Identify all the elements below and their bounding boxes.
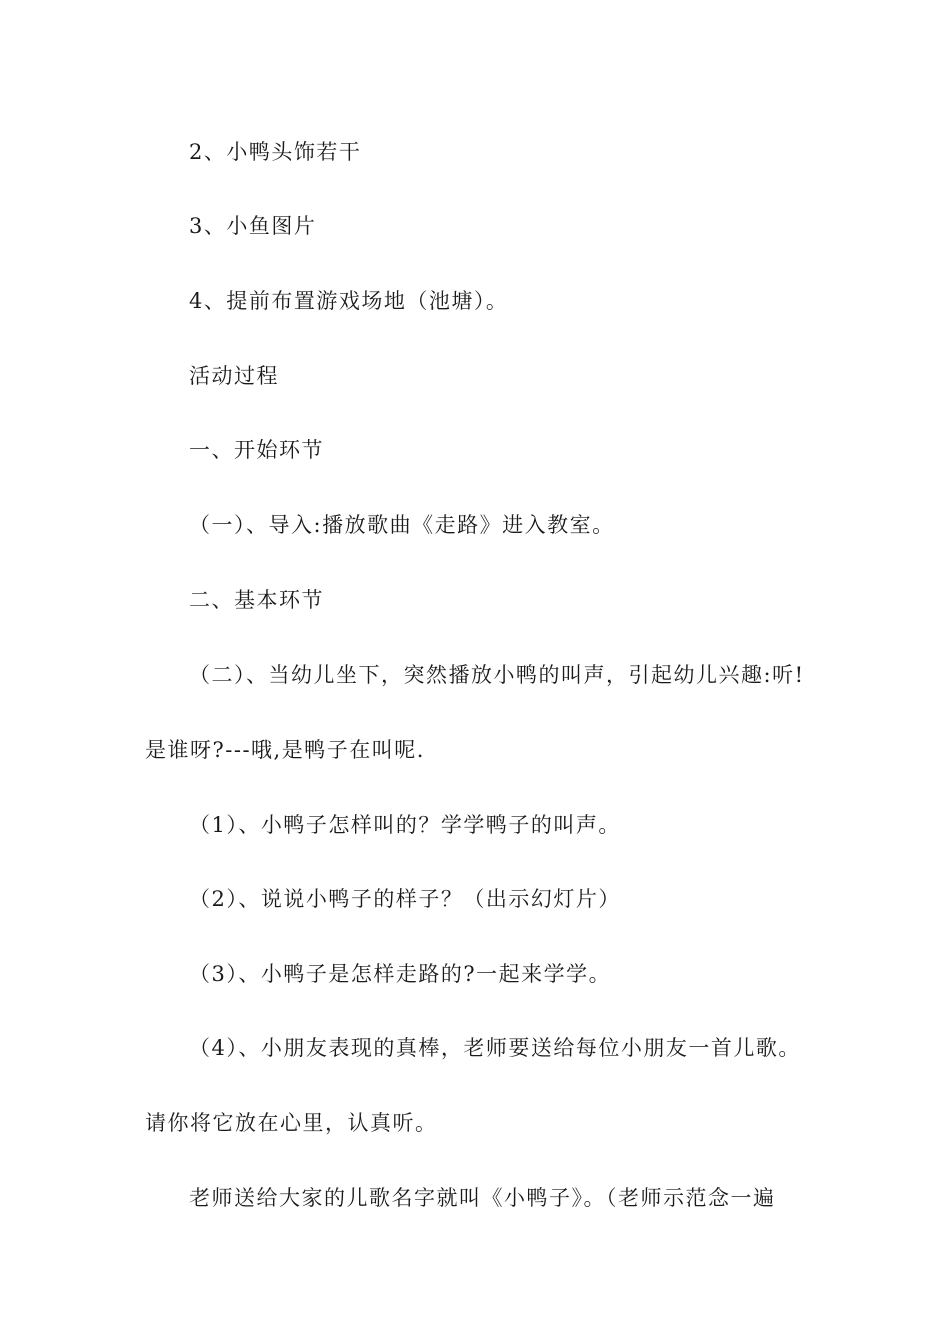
step-3: （3）、小鸭子是怎样走路的?一起来学学。 bbox=[189, 962, 612, 986]
section-heading-process: 活动过程 bbox=[189, 364, 279, 388]
step-4-cont: 请你将它放在心里，认真听。 bbox=[145, 1111, 438, 1135]
material-item-4: 4、提前布置游戏场地（池塘）。 bbox=[189, 289, 509, 313]
section-heading-basic: 二、基本环节 bbox=[189, 588, 324, 612]
step-1: （1）、小鸭子怎样叫的？学学鸭子的叫声。 bbox=[189, 813, 621, 837]
material-item-2: 2、小鸭头饰若干 bbox=[189, 140, 362, 164]
step-2: （2）、说说小鸭子的样子？（出示幻灯片） bbox=[189, 887, 621, 911]
paragraph-duck-sound: （二）、当幼儿坐下，突然播放小鸭的叫声，引起幼儿兴趣:听! bbox=[189, 663, 805, 687]
paragraph-duck-sound-cont: 是谁呀?---哦,是鸭子在叫呢. bbox=[145, 738, 425, 762]
paragraph-intro: （一）、导入:播放歌曲《走路》进入教室。 bbox=[189, 513, 615, 537]
step-4: （4）、小朋友表现的真棒，老师要送给每位小朋友一首儿歌。 bbox=[189, 1036, 801, 1060]
paragraph-song-title: 老师送给大家的儿歌名字就叫《小鸭子》。（老师示范念一遍 bbox=[189, 1186, 776, 1210]
material-item-3: 3、小鱼图片 bbox=[189, 214, 317, 238]
section-heading-start: 一、开始环节 bbox=[189, 438, 324, 462]
